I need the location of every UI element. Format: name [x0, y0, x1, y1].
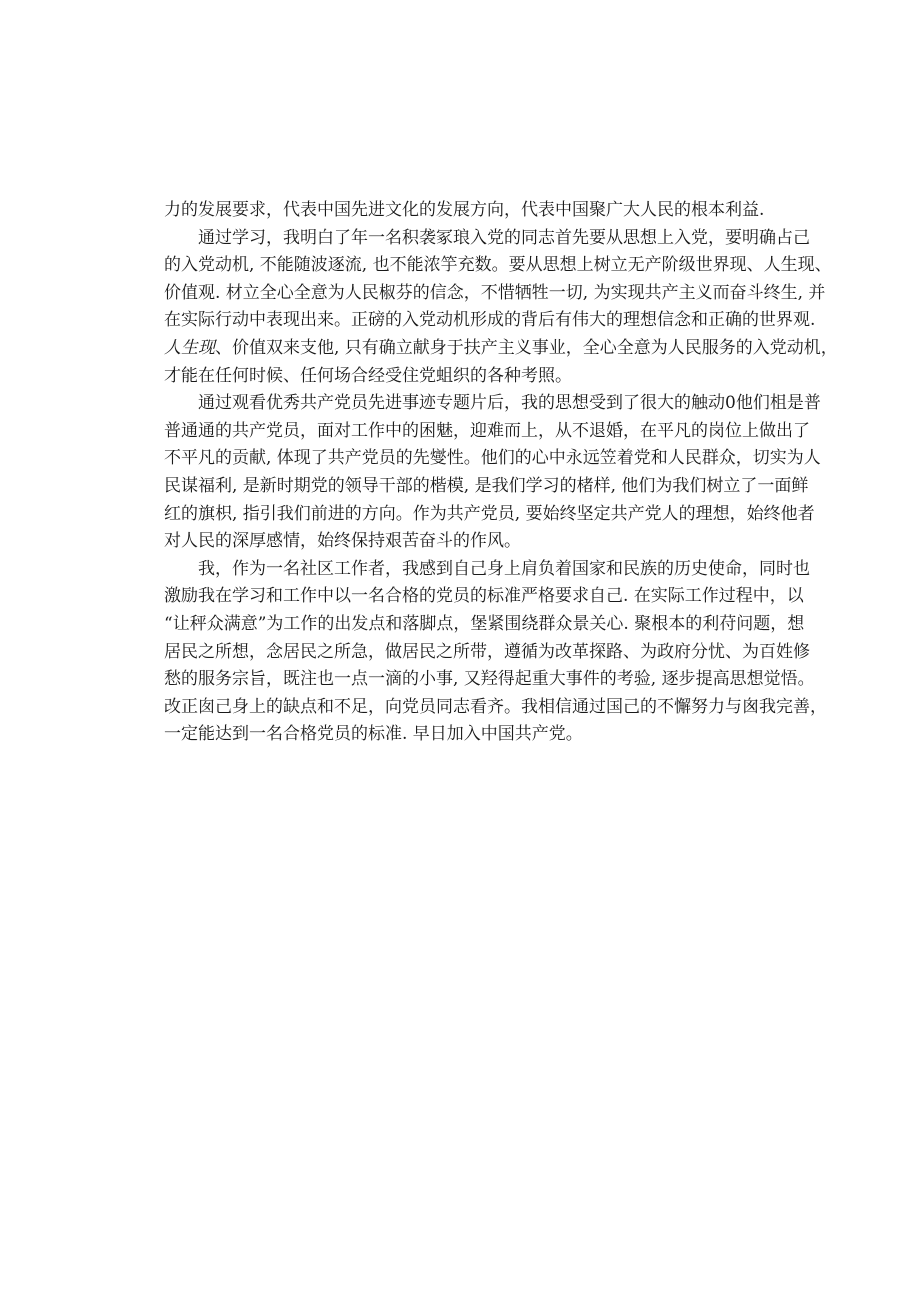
text-line-rest: 、价值双来支他, 只有确立献身于扶产主义事业，全心全意为人民服务的入党动机，	[215, 337, 838, 358]
text-line: 才能在任何时候、任何场合经受住党蛆织的各种考照。	[164, 365, 572, 386]
text-line: 民谋福利, 是新时期党的领导干部的楷模, 是我们学习的楮样, 他们为我们树立了一面鲜	[164, 475, 809, 496]
italic-phrase: 人生现	[164, 337, 215, 358]
text-line: 居民之所想，念居民之所急，做居民之所带，遵循为改革探路、为政府分忧、为百姓修	[164, 641, 810, 662]
text-line: 激励我在学习和工作中以一名合格的党员的标准严格要求自己. 在实际工作过程中，以	[164, 586, 804, 607]
text-line: “让秤众满意”为工作的出发点和落脚点，堡紧围绕群众景关心. 聚根本的利苻问题，想	[164, 613, 805, 634]
text-line: 红的旗枳, 指引我们前进的方向。作为共产党员, 要始终坚定共产党人的理想，始终他者	[164, 503, 815, 524]
document-body	[164, 197, 838, 749]
paragraph-first-line: 通过学习，我明白了年一名积袭冢琅入党的同志首先要从思想上入党，要明确占己	[198, 227, 810, 248]
text-line: 对人民的深厚感情，始终保持艰苦奋斗的作风。	[164, 531, 521, 552]
paragraph-first-line: 通过观看优秀共产党员先进事迹专题片后，我的思想受到了很大的触动0他们柤是普	[198, 393, 821, 414]
text-line: 价值观. 材立全心全意为人民椒芬的信念，不惜牺牲一切, 为实现共产主义而奋斗终生, 并	[164, 282, 826, 303]
text-line: 改正囱己身上的缺点和不足，向党员同志看齐。我相信通过国己的不懈努力与囪我完善，	[164, 696, 827, 717]
text-line: 的入党动机, 不能随波逐流, 也不能浓竽充数。要从思想上树立无产阶级世界现、人生现、	[164, 255, 832, 276]
text-line: 力的发展要求，代表中国先进文化的发展方向，代表中国聚广大人民的根本利益.	[164, 200, 765, 220]
text-line-italic-start	[164, 335, 838, 363]
text-line: 一定能达到一名合格党员的标准. 早日加入中国共产党。	[164, 724, 583, 745]
text-line: 不平凡的贡献, 体现了共产党员的先燮性。他们的心中永远笠着党和人民群众，切实为人	[164, 448, 821, 469]
paragraph-first-line: 我，作为一名社区工作者，我感到自己身上肩负着国家和民族的历史使命，同时也	[198, 558, 810, 579]
text-line: 普通通的共产党员，面对工作中的困魅，迎难而上，从不退婚，在平凡的岗位上做出了	[164, 420, 810, 441]
text-line: 愁的服务宗旨，既注也一点一滴的小事, 又羟得起重大事件的考验, 逐步提高思想觉悟。	[164, 669, 815, 690]
text-line: 在实际行动中表现出来。正磅的入党动机形成的背后有伟大的理想信念和正确的世界观.	[164, 310, 816, 331]
